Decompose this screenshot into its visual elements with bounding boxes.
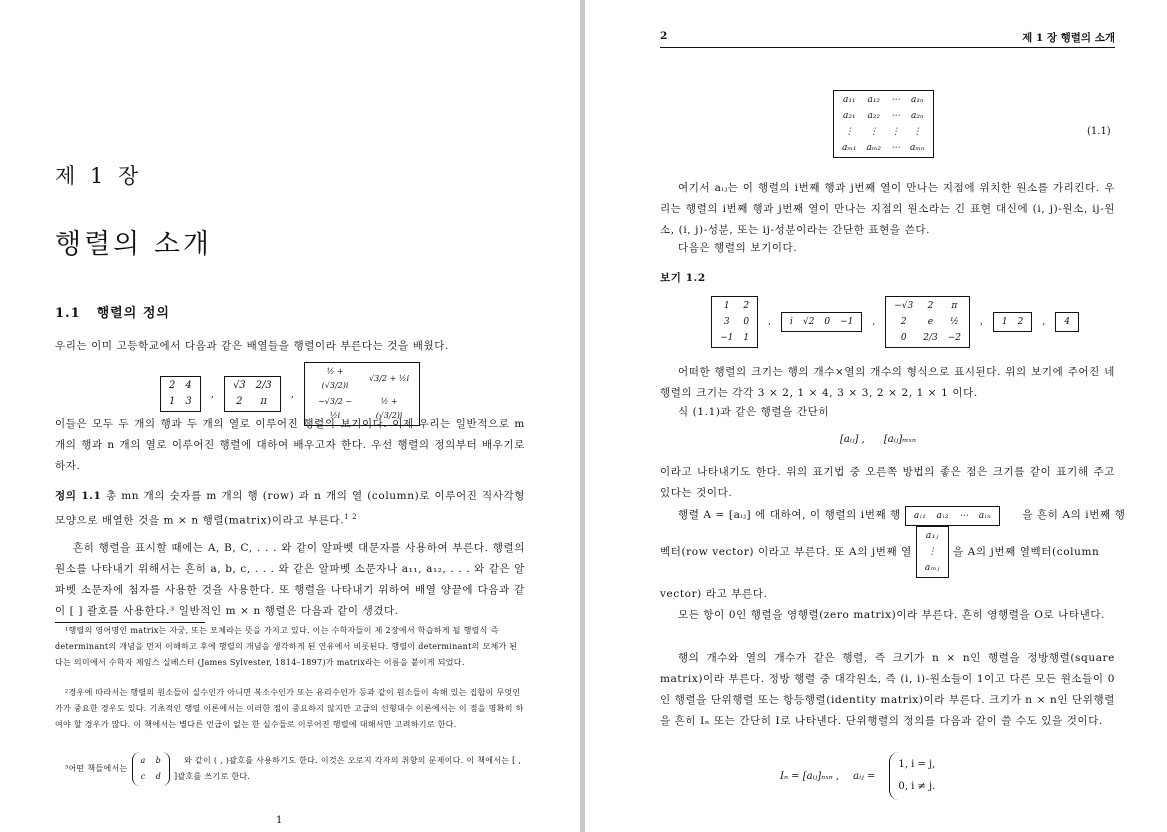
notation-paragraph: 흔히 행렬을 표시할 때에는 A, B, C, . . . 와 같이 알파벳 대문자를 사용하여 부른다. 행렬의 원소를 나타내기 위해서는 흔히 a, b, c, . . . 와 같은 알파벳 소문자나 a₁₁, a₁₂, . . . 와 같은 알파벳 소문자에 첨자를 사용한 것을 사용한다. 또 행렬을 나타내기 위하여 배열 양끝에 다음과 같이 [ ] 괄호를 사용한다.³ 일반적인 m × n 행렬은 다음과 같이 생겼다.	[55, 542, 525, 617]
square-matrix-paragraph: 행의 개수와 열의 개수가 같은 행렬, 즉 크기가 n × n인 행렬을 정방행렬(square matrix)이라 부른다. 정방 행렬 중 대각원소, 즉 (i, i)-원소들이 1이고 다른 모든 원소들이 0인 행렬을 단위행렬 또는 항등행렬(identity matrix)이라 부른다. 크기가 n × n인 단위행렬을 흔히 Iₙ 또는 간단히 I로 나타낸다. 단위행렬의 정의를 다음과 같이 쓸 수도 있을 것이다.	[660, 652, 1115, 727]
matrix-2x2-b: √3 2/3 2 π	[224, 376, 281, 412]
matrix-3x2: 1 2 3 0 −1 1	[711, 296, 758, 348]
row-vector-text-a: 행렬 A = [aᵢⱼ] 에 대하여, 이 행렬의 i번째 행	[678, 509, 901, 521]
example-matrices-row: 2 4 1 3 , √3 2/3 2 π , ½ + (√3/2)i √3/2 + ½i −√3/2 − ½i ½ + (√3/2)i	[160, 362, 420, 426]
matrix-2x2-a: 2 4 1 3	[160, 376, 201, 412]
row-vector-line	[660, 505, 1126, 526]
footnote-3-tail: 와 같이 ( , )괄호를 사용하기도 한다. 이것은 오로지 각자의 취향의 문제이다. 이 책에서는 [ , ]괄호를 쓰기로 한다.	[174, 756, 522, 781]
running-header	[660, 30, 1115, 48]
identity-lhs: Iₙ = [aᵢⱼ]ₙₓₙ ,	[780, 770, 840, 782]
matrix-paren-example: a b c d	[132, 752, 171, 786]
left-page	[0, 0, 580, 832]
right-page	[585, 0, 1167, 832]
zero-matrix-paragraph: 모든 항이 0인 행렬을 영행렬(zero matrix)이라 부른다. 흔히 영행렬을 O로 나타낸다.	[678, 609, 1106, 621]
intro-paragraph: 우리는 이미 고등학교에서 다음과 같은 배열들을 행렬이라 부른다는 것을 배웠다.	[55, 340, 449, 352]
definition-label: 정의 1.1	[55, 490, 102, 502]
section-number: 1.1	[55, 306, 81, 321]
notation-benefit-paragraph: 이라고 나타내기도 한다. 위의 표기법 중 오른쪽 방법의 좋은 점은 크기를 같이 표기해 주고 있다는 것이다.	[660, 466, 1115, 499]
shorthand-intro: 식 (1.1)과 같은 행렬을 간단히	[678, 406, 830, 418]
size-paragraph: 어떠한 행렬의 크기는 행의 개수×열의 개수의 형식으로 표시된다. 위의 보기에 주어진 네 행렬의 크기는 각각 3 × 2, 1 × 4, 3 × 3, 2 × 2, 1 × 1 이다.	[660, 366, 1115, 399]
example-intro: 다음은 행렬의 보기이다.	[678, 242, 798, 254]
matrix-2x2-c: ½ + (√3/2)i √3/2 + ½i −√3/2 − ½i ½ + (√3/2)i	[304, 362, 420, 426]
example-1-2-matrices: 1 2 3 0 −1 1 , i √2 0 −1 , −√3 2 π 2 e ½ 0 2/3 −2 , 1 2 , 4	[715, 296, 1075, 348]
general-matrix-paragraph: 이들은 모두 두 개의 행과 두 개의 열로 이루어진 행렬의 보기이다. 이제 우리는 일반적으로 m 개의 행과 n 개의 열로 이루어진 행렬에 대하여 배우고자 한다. 우선 행렬의 정의부터 배우기로 하자.	[55, 418, 525, 472]
column-vector-matrix: a₁ⱼ ⋮ aₘⱼ	[916, 526, 949, 578]
identity-case-2: 0, i ≠ j.	[898, 781, 936, 792]
shorthand-notation: [aᵢⱼ] , [aᵢⱼ]ₘₓₙ	[840, 434, 917, 445]
row-vector-matrix: aᵢ₁ aᵢ₂ ⋯ aᵢₙ	[905, 506, 1000, 526]
chapter-title: 행렬의 소개	[55, 229, 212, 260]
column-vector-end: vector) 라고 부른다.	[660, 588, 768, 600]
definition-text: 총 mn 개의 숫자를 m 개의 행 (row) 과 n 개의 열 (column)로 이루어진 직사각형 모양으로 배열한 것을 m × n 행렬(matrix)이라고 부른다.	[55, 490, 525, 527]
column-vector-text-a: 벡터(row vector) 이라고 부른다. 또 A의 j번째 열	[660, 545, 912, 558]
footnote-3-lead: ³어떤 책들에서는	[65, 764, 128, 773]
identity-case-1: 1, i = j,	[898, 759, 936, 770]
matrix-3x3: −√3 2 π 2 e ½ 0 2/3 −2	[885, 296, 970, 348]
footnote-3	[55, 752, 525, 786]
identity-cases	[889, 752, 943, 800]
page-number: 1	[276, 815, 283, 826]
general-matrix: a₁₁ a₁₂ ⋯ a₁ₙ a₂₁ a₂₂ ⋯ a₂ₙ ⋮ ⋮ ⋮ ⋮ aₘ₁ aₘ₂ ⋯ aₘₙ	[833, 90, 934, 158]
example-label: 보기 1.2	[660, 272, 706, 284]
footnote-1: ¹행렬의 영어명인 matrix는 자궁, 또는 모체라는 뜻을 가지고 있다. 이는 수학자들이 제 2장에서 학습하게 될 행렬식 즉 determinant의 개념을 먼저 이해하고 후에 행렬의 개념을 생각하게 된 연유에서 비롯된다. 행렬이 determinant의 모체가 된다는 의미에서 수학자 제임스 실베스터 (James Sylvester, 1814–1897)가 matrix라는 이름을 붙이게 되었다.	[55, 626, 518, 667]
column-vector-text-b: 을 A의 j번째 열벡터(column	[952, 545, 1100, 558]
identity-element: aᵢⱼ =	[853, 770, 876, 782]
row-vector-text-b: 을 흔히 A의 i번째 행	[1022, 509, 1126, 521]
matrix-1x2: 1 2	[993, 312, 1032, 332]
equation-label: (1.1)	[1087, 126, 1111, 137]
matrix-1x1: 4	[1055, 312, 1079, 332]
footnote-2: ²경우에 따라서는 행렬의 원소들이 실수인가 아니면 복소수인가 또는 유리수인가 등과 같이 원소들이 속해 있는 집합이 무엇인가가 중요한 경우도 있다. 기초적인 행렬 이론에서는 이러한 점이 중요하지 않지만 고급의 선형대수 이론에서는 이 점을 명확히 하여야 할 경우가 많다. 이 책에서는 별다른 언급이 없는 한 실수들로 이루어진 행렬에 대해서만 고려하기로 한다.	[55, 688, 524, 729]
section-heading	[55, 302, 170, 321]
header-page-number: 2	[660, 30, 668, 42]
matrix-1x4: i √2 0 −1	[781, 312, 862, 332]
chapter-number: 제 1 장	[55, 164, 143, 188]
header-chapter-title: 제 1 장 행렬의 소개	[1022, 32, 1115, 44]
section-title: 행렬의 정의	[96, 306, 170, 321]
definition-footnote-marks: 1 2	[344, 513, 358, 521]
identity-definition	[780, 752, 943, 800]
element-paragraph: 여기서 aᵢⱼ는 이 행렬의 i번째 행과 j번째 열이 만나는 지점에 위치한 원소를 가리킨다. 우리는 행렬의 i번째 행과 j번째 열이 만나는 지점의 원소라는 긴 표현 대신에 (i, j)-원소, ij-원소, (i, j)-성분, 또는 ij-성분이라는 간단한 표현을 쓴다.	[660, 182, 1115, 236]
definition-block	[55, 486, 525, 532]
column-vector-line	[660, 526, 1115, 578]
